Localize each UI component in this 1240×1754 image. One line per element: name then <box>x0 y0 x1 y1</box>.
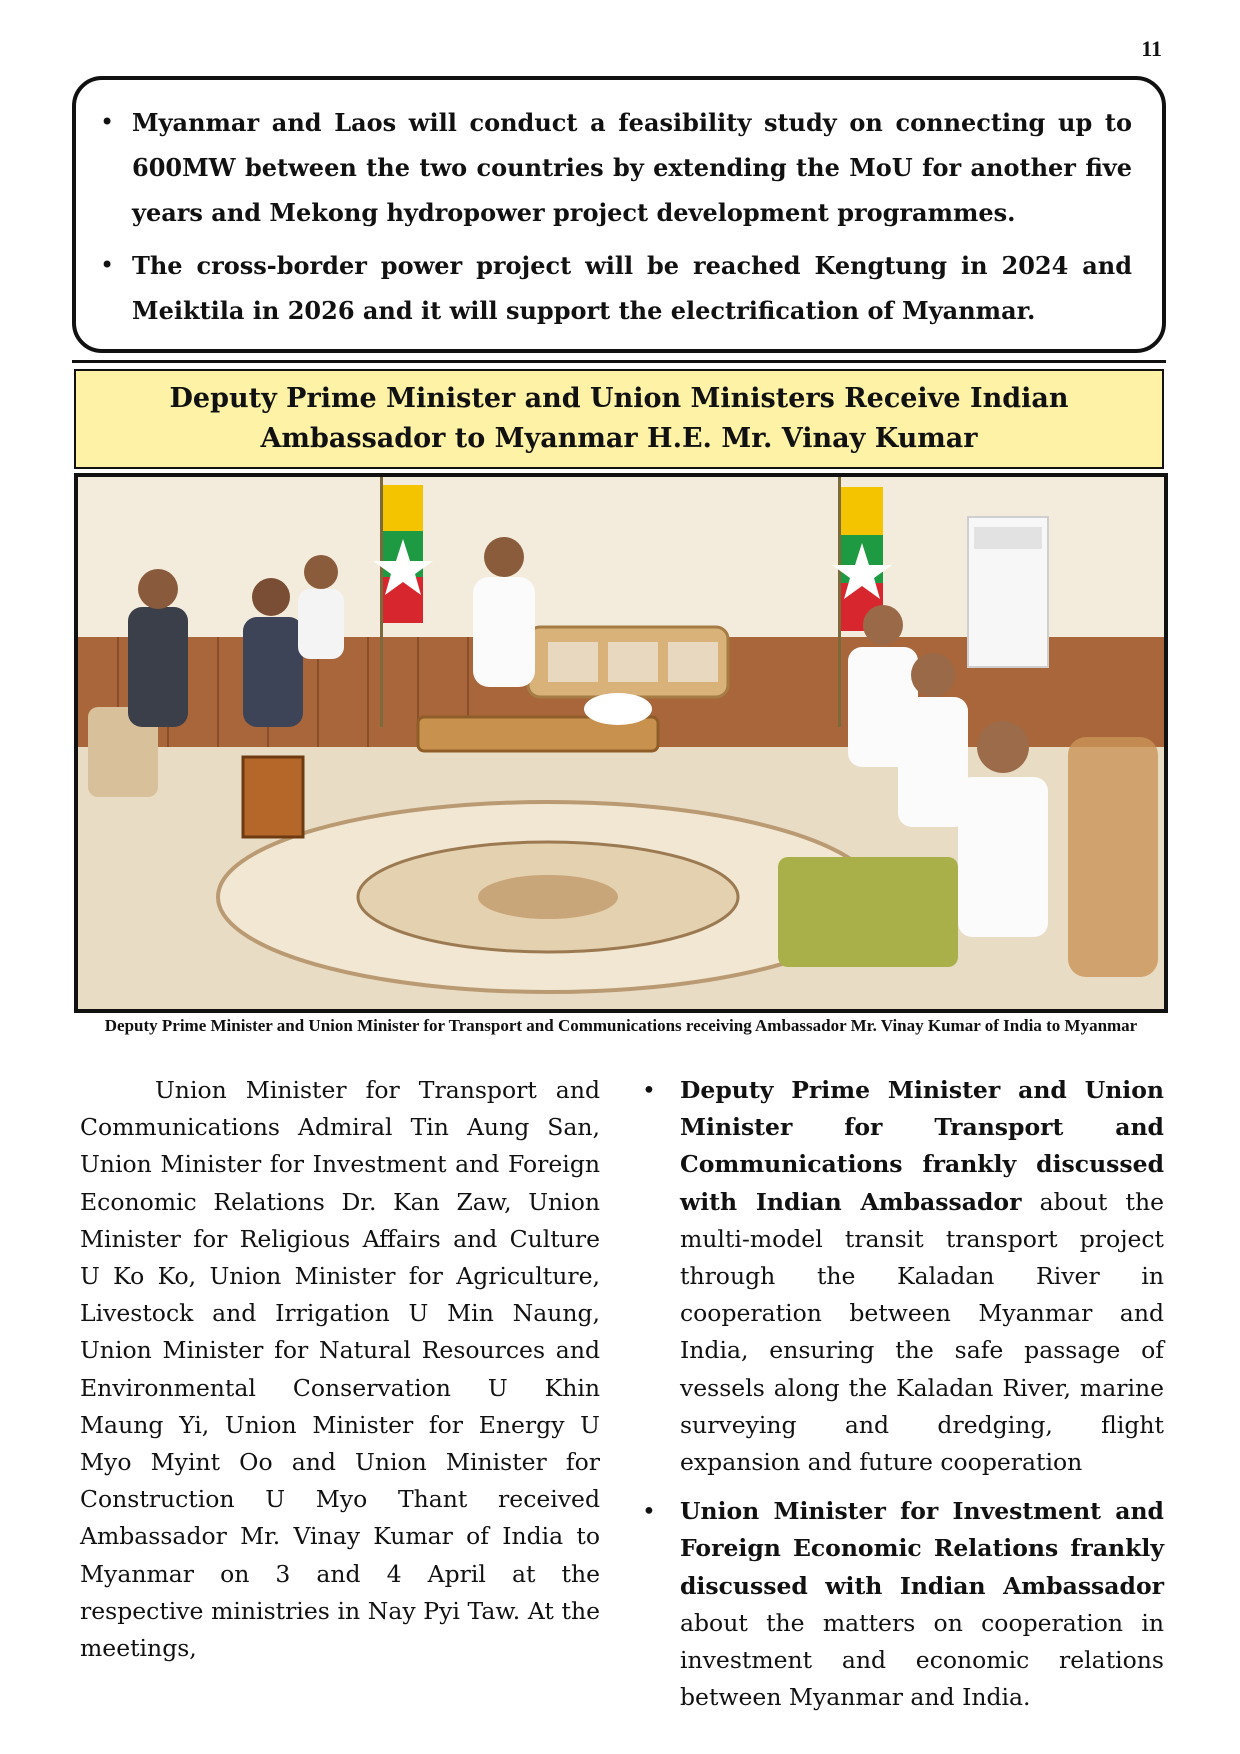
callout-bullet-item: • The cross-border power project will be reached Kengtung in 2024 and Meiktila in 2026 and it will support the electrification of Myanmar. <box>96 243 1132 333</box>
article-headline: Deputy Prime Minister and Union Ministers Receive Indian Ambassador to Myanmar H.E. Mr. Vinay Kumar <box>74 369 1164 469</box>
point-item <box>642 1072 1164 1481</box>
callout-bullet-item: • Myanmar and Laos will conduct a feasibility study on connecting up to 600MW between the two countries by extending the MoU for another five years and Mekong hydropower project development programmes. <box>96 100 1132 235</box>
point-lead: Union Minister for Investment and Foreign Economic Relations frankly discussed with Indian Ambassador <box>680 1497 1164 1600</box>
page-number: 11 <box>1141 36 1162 61</box>
point-item <box>642 1493 1164 1716</box>
points-list <box>642 1072 1164 1716</box>
point-text: about the matters on cooperation in investment and economic relations between Myanmar and India. <box>680 1608 1164 1712</box>
article-body: Union Minister for Transport and Communications Admiral Tin Aung San, Union Minister for Investment and Foreign Economic Relations Dr. Kan Zaw, Union Minister for Religious Affairs and Culture U Ko Ko, Union Minister for Agriculture, Livestock and Irrigation U Min Naung, Union Minister for Natural Resources and Environmental Conservation U Khin Maung Yi, Union Minister for Energy U Myo Myint Oo and Union Minister for Construction U Myo Thant received Ambassador Mr. Vinay Kumar of India to Myanmar on 3 and 4 April at the respective ministries in Nay Pyi Taw. At the meetings, <box>80 1076 600 1663</box>
callout-box <box>72 76 1166 353</box>
point-lead: Deputy Prime Minister and Union Minister for Transport and Communications frankly discussed with Indian Ambassador <box>680 1076 1164 1216</box>
meeting-photo-illustration <box>78 477 1164 1009</box>
meeting-photo <box>74 473 1168 1013</box>
callout-bullet-list <box>96 100 1132 333</box>
section-divider <box>72 360 1166 363</box>
article-points <box>642 1072 1164 1728</box>
photo-caption: Deputy Prime Minister and Union Minister for Transport and Communications receiving Ambassador Mr. Vinay Kumar of India to Myanmar <box>104 1016 1138 1035</box>
point-text: about the multi-model transit transport project through the Kaladan River in cooperation between Myanmar and India, ensuring the safe passage of vessels along the Kaladan River, marine surveying and dredging, flight expansion and future cooperation <box>680 1187 1164 1477</box>
